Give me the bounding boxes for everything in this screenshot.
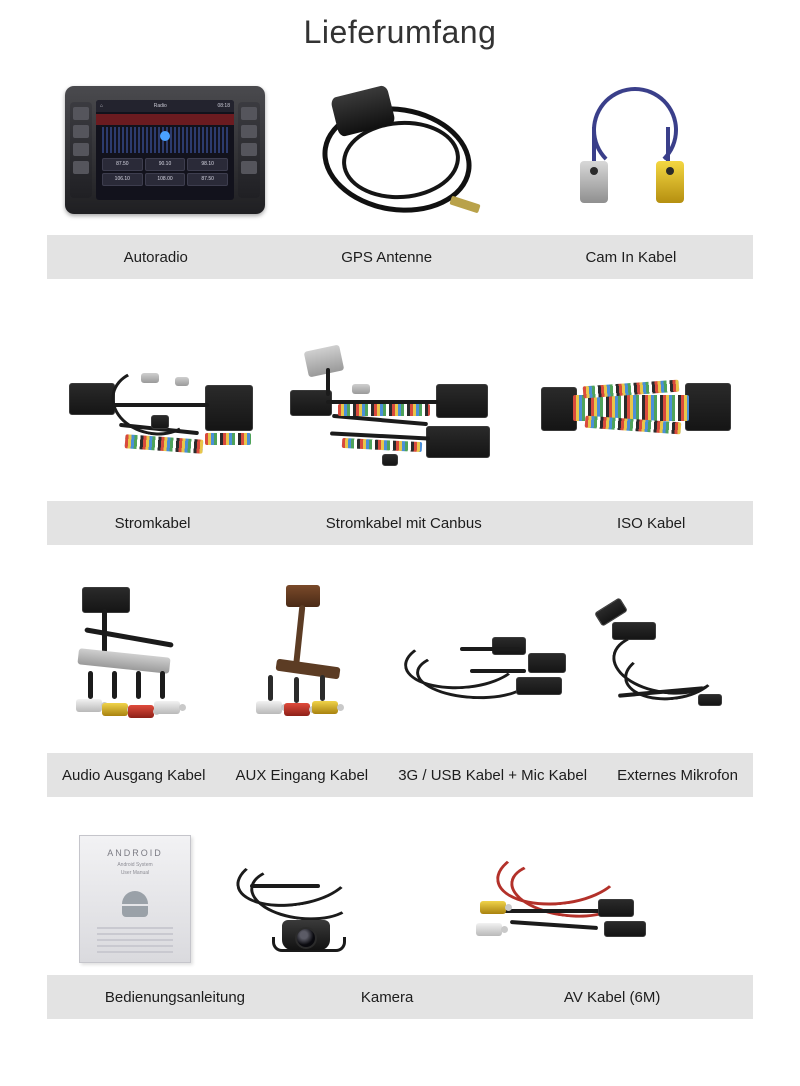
caption-usb-mic-kabel: 3G / USB Kabel + Mic Kabel [398, 766, 588, 784]
usb-mic-kabel-item[interactable] [399, 573, 577, 753]
cam-in-kabel-item[interactable] [519, 65, 753, 235]
radio-left-buttons [70, 102, 92, 198]
caption-stromkabel: Stromkabel [114, 514, 191, 532]
stromkabel-canbus-item[interactable] [283, 321, 519, 501]
radio-preset-grid [96, 155, 234, 189]
externes-mikrofon-item[interactable] [577, 573, 753, 753]
radio-band-bar [96, 114, 234, 125]
row-1-captions [47, 235, 753, 279]
row-4-captions [47, 975, 753, 1019]
caption-gps-antenne: GPS Antenne [341, 248, 433, 266]
manual-booklet-icon [79, 835, 191, 963]
row-3-items [47, 573, 753, 753]
caption-cam-in-kabel: Cam In Kabel [585, 248, 677, 266]
radio-preset: 90.10 [145, 158, 186, 171]
rear-camera-icon [236, 844, 386, 954]
radio-mode-label: Radio [153, 103, 167, 109]
manual-text-lines [97, 927, 173, 957]
radio-status-bar [96, 100, 234, 112]
camera-input-cable-icon [566, 85, 706, 215]
audio-ausgang-kabel-item[interactable] [47, 573, 223, 753]
usb-cable-icon [400, 603, 576, 723]
caption-autoradio: Autoradio [123, 248, 188, 266]
row-3-captions [47, 753, 753, 797]
caption-kamera: Kamera [360, 988, 414, 1006]
autoradio-item[interactable] [47, 65, 283, 235]
power-cable-icon [55, 341, 275, 481]
manual-subtitle-2: User Manual [120, 870, 150, 876]
caption-audio-ausgang-kabel: Audio Ausgang Kabel [62, 766, 206, 784]
bedienungsanleitung-item[interactable] [47, 823, 223, 975]
manual-subtitle-1: Android System [117, 862, 153, 868]
caption-aux-eingang-kabel: AUX Eingang Kabel [235, 766, 369, 784]
row-2 [47, 321, 753, 545]
gps-antenna-icon [316, 85, 486, 215]
radio-preset: 106.10 [102, 173, 143, 186]
av-cable-icon [476, 839, 676, 959]
row-1-items [47, 65, 753, 235]
kamera-item[interactable] [223, 823, 399, 975]
radio-home-icon: ⌂ [100, 103, 104, 109]
radio-right-buttons [238, 102, 260, 198]
iso-kabel-item[interactable] [519, 321, 753, 501]
caption-bedienungsanleitung: Bedienungsanleitung [104, 988, 246, 1006]
microphone-icon [590, 598, 740, 728]
row-3 [47, 573, 753, 797]
audio-output-cable-icon [60, 583, 210, 743]
radio-time: 08:18 [217, 103, 230, 109]
iso-cable-icon [541, 361, 731, 461]
radio-screen [96, 100, 234, 200]
car-radio-icon [65, 86, 265, 214]
caption-externes-mikrofon: Externes Mikrofon [617, 766, 738, 784]
radio-waveform [102, 127, 228, 153]
aux-eingang-kabel-item[interactable] [223, 573, 399, 753]
caption-iso-kabel: ISO Kabel [616, 514, 686, 532]
caption-av-kabel: AV Kabel (6M) [563, 988, 661, 1006]
radio-preset: 87.50 [187, 173, 228, 186]
aux-input-cable-icon [246, 583, 376, 743]
canbus-cable-icon [286, 334, 516, 489]
radio-tuner-knob-icon [160, 131, 170, 141]
row-2-captions [47, 501, 753, 545]
gps-antenne-item[interactable] [283, 65, 519, 235]
page-title: Lieferumfang [303, 14, 497, 50]
stromkabel-item[interactable] [47, 321, 283, 501]
android-robot-icon [122, 891, 148, 915]
row-4-items [47, 823, 753, 975]
manual-brand: ANDROID [107, 848, 163, 858]
row-4 [47, 823, 753, 1019]
av-kabel-item[interactable] [399, 823, 753, 975]
radio-preset: 98.10 [187, 158, 228, 171]
row-1 [47, 65, 753, 279]
row-2-items [47, 321, 753, 501]
radio-preset: 108.00 [145, 173, 186, 186]
caption-stromkabel-canbus: Stromkabel mit Canbus [325, 514, 482, 532]
radio-preset: 87.50 [102, 158, 143, 171]
